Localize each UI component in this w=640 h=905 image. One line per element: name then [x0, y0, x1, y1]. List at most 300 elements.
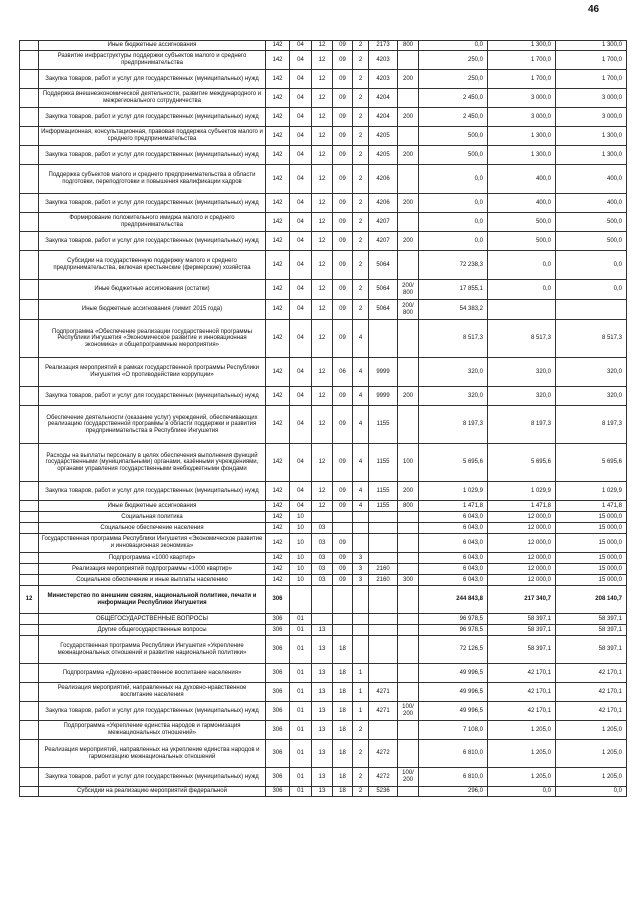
subsection-code-cell: 12 [312, 41, 333, 51]
table-row [20, 512, 627, 523]
section-code-cell: 01 [290, 683, 312, 702]
amount-year-1-cell: 72 126,5 [419, 636, 488, 664]
table-row [20, 280, 627, 300]
department-code-cell: 142 [266, 358, 290, 387]
expense-type-cell [398, 614, 419, 625]
amount-year-1-cell: 500,0 [419, 146, 488, 165]
subprogram-code-cell: 2 [353, 127, 369, 146]
section-code-cell: 01 [290, 721, 312, 740]
item-name-cell: Подпрограмма «1000 квартир» [39, 553, 266, 564]
expense-type-cell [398, 625, 419, 636]
table-row [20, 194, 627, 213]
row-number-cell [20, 51, 39, 70]
subsection-code-cell: 12 [312, 127, 333, 146]
row-number-cell [20, 482, 39, 501]
subprogram-code-cell: 2 [353, 70, 369, 89]
amount-year-2-cell: 58 397,1 [488, 636, 556, 664]
table-row [20, 553, 627, 564]
item-name-cell: Подпрограмма «Укрепление единства народов и гармонизация межнациональных отношений» [39, 721, 266, 740]
activity-code-cell: 2173 [369, 41, 398, 51]
amount-year-2-cell: 320,0 [488, 358, 556, 387]
table-row [20, 232, 627, 251]
amount-year-2-cell: 1 029,9 [488, 482, 556, 501]
amount-year-3-cell: 1 471,8 [556, 501, 627, 512]
item-name-cell: Закупка товаров, работ и услуг для государственных (муниципальных) нужд [39, 232, 266, 251]
department-code-cell: 142 [266, 406, 290, 444]
row-number-cell [20, 534, 39, 553]
department-code-cell: 142 [266, 444, 290, 482]
amount-year-1-cell: 1 471,8 [419, 501, 488, 512]
row-number-cell [20, 280, 39, 300]
item-name-cell: Расходы на выплаты персоналу в целях обеспечения выполнения функций государственными (муниципальными) органами, казёнными учреждениями, органами управления государственными внебюджетными фондами [39, 444, 266, 482]
amount-year-3-cell: 1 205,0 [556, 740, 627, 768]
activity-code-cell: 5064 [369, 280, 398, 300]
amount-year-2-cell: 12 000,0 [488, 512, 556, 523]
program-code-cell: 09 [333, 146, 353, 165]
item-name-cell: Информационная, консультационная, правовая поддержка субъектов малого и среднего предпринимательства [39, 127, 266, 146]
program-code-cell: 18 [333, 683, 353, 702]
activity-code-cell [369, 320, 398, 358]
department-code-cell: 306 [266, 683, 290, 702]
amount-year-2-cell: 8 517,3 [488, 320, 556, 358]
row-number-cell [20, 406, 39, 444]
amount-year-2-cell: 5 695,6 [488, 444, 556, 482]
subprogram-code-cell [353, 512, 369, 523]
amount-year-2-cell: 217 340,7 [488, 586, 556, 614]
table-row [20, 320, 627, 358]
row-number-cell [20, 721, 39, 740]
amount-year-1-cell: 320,0 [419, 387, 488, 406]
amount-year-2-cell: 58 397,1 [488, 625, 556, 636]
department-code-cell: 142 [266, 70, 290, 89]
subsection-code-cell: 13 [312, 683, 333, 702]
subsection-code-cell [312, 614, 333, 625]
program-code-cell [333, 523, 353, 534]
item-name-cell: Субсидии на реализацию мероприятий федеральной [39, 787, 266, 797]
section-code-cell: 04 [290, 280, 312, 300]
program-code-cell: 18 [333, 702, 353, 721]
item-name-cell: Подпрограмма «Духовно-нравственное воспитание населения» [39, 664, 266, 683]
amount-year-1-cell: 2 450,0 [419, 89, 488, 108]
section-code-cell: 10 [290, 575, 312, 586]
expense-type-cell: 200 [398, 70, 419, 89]
amount-year-2-cell: 1 205,0 [488, 740, 556, 768]
subsection-code-cell: 12 [312, 387, 333, 406]
amount-year-2-cell: 1 205,0 [488, 768, 556, 787]
row-number-cell [20, 358, 39, 387]
amount-year-1-cell: 6 043,0 [419, 512, 488, 523]
subsection-code-cell: 12 [312, 213, 333, 232]
activity-code-cell: 4272 [369, 768, 398, 787]
amount-year-2-cell: 1 300,0 [488, 146, 556, 165]
amount-year-2-cell: 0,0 [488, 251, 556, 280]
row-number-cell [20, 636, 39, 664]
amount-year-2-cell: 1 205,0 [488, 721, 556, 740]
amount-year-2-cell: 500,0 [488, 232, 556, 251]
activity-code-cell: 4207 [369, 232, 398, 251]
subsection-code-cell: 12 [312, 406, 333, 444]
table-row [20, 127, 627, 146]
program-code-cell: 09 [333, 232, 353, 251]
subsection-code-cell: 03 [312, 523, 333, 534]
department-code-cell: 142 [266, 146, 290, 165]
expense-type-cell [398, 127, 419, 146]
subprogram-code-cell: 2 [353, 740, 369, 768]
amount-year-2-cell: 8 197,3 [488, 406, 556, 444]
table-row [20, 564, 627, 575]
expense-type-cell [398, 512, 419, 523]
section-code-cell: 04 [290, 127, 312, 146]
table-row [20, 768, 627, 787]
activity-code-cell: 9999 [369, 387, 398, 406]
subsection-code-cell: 13 [312, 721, 333, 740]
item-name-cell: Реализация мероприятий, направленных на духовно-нравственное воспитание населения [39, 683, 266, 702]
amount-year-3-cell: 8 517,3 [556, 320, 627, 358]
item-name-cell: Закупка товаров, работ и услуг для государственных (муниципальных) нужд [39, 482, 266, 501]
activity-code-cell: 1155 [369, 501, 398, 512]
subsection-code-cell: 12 [312, 444, 333, 482]
row-number-cell [20, 512, 39, 523]
expense-type-cell: 200 [398, 387, 419, 406]
program-code-cell: 09 [333, 534, 353, 553]
department-code-cell: 142 [266, 512, 290, 523]
department-code-cell: 306 [266, 636, 290, 664]
section-code-cell: 04 [290, 70, 312, 89]
expense-type-cell [398, 89, 419, 108]
department-code-cell: 142 [266, 232, 290, 251]
row-number-cell [20, 768, 39, 787]
activity-code-cell: 4204 [369, 108, 398, 127]
amount-year-3-cell: 3 000,0 [556, 108, 627, 127]
subsection-code-cell: 13 [312, 664, 333, 683]
activity-code-cell: 4206 [369, 194, 398, 213]
activity-code-cell: 4271 [369, 683, 398, 702]
amount-year-1-cell: 96 978,5 [419, 625, 488, 636]
amount-year-3-cell: 8 197,3 [556, 406, 627, 444]
expense-type-cell: 200 [398, 482, 419, 501]
amount-year-2-cell: 320,0 [488, 387, 556, 406]
expense-type-cell [398, 165, 419, 194]
department-code-cell: 142 [266, 523, 290, 534]
table-row [20, 482, 627, 501]
row-number-cell [20, 575, 39, 586]
subprogram-code-cell [353, 534, 369, 553]
activity-code-cell [369, 625, 398, 636]
amount-year-3-cell: 1 700,0 [556, 51, 627, 70]
amount-year-2-cell: 500,0 [488, 213, 556, 232]
activity-code-cell: 9999 [369, 358, 398, 387]
subsection-code-cell: 12 [312, 146, 333, 165]
department-code-cell: 306 [266, 586, 290, 614]
expense-type-cell [398, 664, 419, 683]
item-name-cell: Иные бюджетные ассигнования [39, 41, 266, 51]
expense-type-cell [398, 564, 419, 575]
activity-code-cell: 1155 [369, 444, 398, 482]
amount-year-1-cell: 6 043,0 [419, 523, 488, 534]
section-code-cell: 04 [290, 41, 312, 51]
section-code-cell: 04 [290, 444, 312, 482]
amount-year-1-cell: 0,0 [419, 232, 488, 251]
expense-type-cell: 100/ 200 [398, 768, 419, 787]
subprogram-code-cell: 2 [353, 51, 369, 70]
item-name-cell: Закупка товаров, работ и услуг для государственных (муниципальных) нужд [39, 387, 266, 406]
section-code-cell: 01 [290, 625, 312, 636]
subprogram-code-cell: 1 [353, 702, 369, 721]
row-number-cell [20, 444, 39, 482]
amount-year-1-cell: 320,0 [419, 358, 488, 387]
activity-code-cell: 4271 [369, 702, 398, 721]
table-row [20, 614, 627, 625]
program-code-cell: 09 [333, 406, 353, 444]
department-code-cell: 306 [266, 721, 290, 740]
program-code-cell: 09 [333, 553, 353, 564]
subsection-code-cell: 12 [312, 320, 333, 358]
amount-year-3-cell: 0,0 [556, 251, 627, 280]
department-code-cell: 142 [266, 213, 290, 232]
item-name-cell: Другие общегосударственные вопросы [39, 625, 266, 636]
amount-year-3-cell: 58 397,1 [556, 636, 627, 664]
program-code-cell: 09 [333, 108, 353, 127]
table-row [20, 444, 627, 482]
expense-type-cell: 200/ 800 [398, 280, 419, 300]
amount-year-2-cell: 1 700,0 [488, 70, 556, 89]
amount-year-1-cell: 8 197,3 [419, 406, 488, 444]
subsection-code-cell: 03 [312, 534, 333, 553]
subsection-code-cell [312, 586, 333, 614]
amount-year-1-cell: 49 996,5 [419, 664, 488, 683]
row-number-cell [20, 523, 39, 534]
amount-year-1-cell: 296,0 [419, 787, 488, 797]
subsection-code-cell: 13 [312, 787, 333, 797]
amount-year-2-cell: 42 170,1 [488, 702, 556, 721]
section-code-cell: 04 [290, 51, 312, 70]
table-row [20, 165, 627, 194]
section-code-cell: 04 [290, 165, 312, 194]
activity-code-cell: 4272 [369, 740, 398, 768]
amount-year-2-cell: 1 300,0 [488, 41, 556, 51]
subsection-code-cell: 12 [312, 108, 333, 127]
item-name-cell: Закупка товаров, работ и услуг для государственных (муниципальных) нужд [39, 702, 266, 721]
section-code-cell: 10 [290, 523, 312, 534]
department-code-cell: 142 [266, 553, 290, 564]
department-code-cell: 306 [266, 664, 290, 683]
subprogram-code-cell: 2 [353, 300, 369, 320]
expense-type-cell: 200/ 800 [398, 300, 419, 320]
amount-year-1-cell: 0,0 [419, 41, 488, 51]
amount-year-3-cell: 1 300,0 [556, 146, 627, 165]
item-name-cell: Иные бюджетные ассигнования (остатки) [39, 280, 266, 300]
amount-year-1-cell: 6 043,0 [419, 564, 488, 575]
expense-type-cell [398, 683, 419, 702]
subprogram-code-cell: 3 [353, 575, 369, 586]
subprogram-code-cell [353, 586, 369, 614]
program-code-cell: 09 [333, 194, 353, 213]
amount-year-1-cell: 72 238,3 [419, 251, 488, 280]
table-row [20, 406, 627, 444]
activity-code-cell: 4206 [369, 165, 398, 194]
item-name-cell: Развитие инфраструктуры поддержки субъектов малого и среднего предпринимательства [39, 51, 266, 70]
program-code-cell: 18 [333, 721, 353, 740]
expense-type-cell [398, 213, 419, 232]
department-code-cell: 142 [266, 501, 290, 512]
expense-type-cell [398, 534, 419, 553]
subsection-code-cell: 13 [312, 625, 333, 636]
item-name-cell: Государственная программа Республики Ингушетия «Укрепление межнациональных отношений и развитие национальной политики» [39, 636, 266, 664]
department-code-cell: 142 [266, 280, 290, 300]
row-number-cell [20, 213, 39, 232]
table-row [20, 702, 627, 721]
department-code-cell: 306 [266, 702, 290, 721]
item-name-cell: Формирование положительного имиджа малого и среднего предпринимательства [39, 213, 266, 232]
subprogram-code-cell: 3 [353, 564, 369, 575]
activity-code-cell: 4204 [369, 89, 398, 108]
amount-year-2-cell: 3 000,0 [488, 89, 556, 108]
amount-year-3-cell: 400,0 [556, 194, 627, 213]
expense-type-cell [398, 320, 419, 358]
section-code-cell [290, 586, 312, 614]
row-number-cell [20, 683, 39, 702]
subprogram-code-cell: 2 [353, 89, 369, 108]
amount-year-1-cell: 2 450,0 [419, 108, 488, 127]
subsection-code-cell: 12 [312, 482, 333, 501]
expense-type-cell: 100/ 200 [398, 702, 419, 721]
row-number-cell [20, 614, 39, 625]
section-code-cell: 10 [290, 564, 312, 575]
expense-type-cell: 300 [398, 575, 419, 586]
program-code-cell: 18 [333, 740, 353, 768]
amount-year-1-cell: 0,0 [419, 194, 488, 213]
item-name-cell: Закупка товаров, работ и услуг для государственных (муниципальных) нужд [39, 108, 266, 127]
item-name-cell: Подпрограмма «Обеспечение реализации государственной программы Республики Ингушетия «Экономическое развитие и инновационная экономика» и общепрограммные мероприятия» [39, 320, 266, 358]
subprogram-code-cell: 4 [353, 320, 369, 358]
subsection-code-cell: 13 [312, 702, 333, 721]
section-code-cell: 04 [290, 300, 312, 320]
activity-code-cell [369, 664, 398, 683]
table-row [20, 523, 627, 534]
section-code-cell: 04 [290, 146, 312, 165]
item-name-cell: Закупка товаров, работ и услуг для государственных (муниципальных) нужд [39, 768, 266, 787]
table-row [20, 501, 627, 512]
department-code-cell: 306 [266, 787, 290, 797]
table-row [20, 534, 627, 553]
row-number-cell [20, 165, 39, 194]
activity-code-cell: 5064 [369, 300, 398, 320]
amount-year-2-cell: 12 000,0 [488, 523, 556, 534]
table-row [20, 387, 627, 406]
subsection-code-cell: 12 [312, 280, 333, 300]
amount-year-2-cell: 42 170,1 [488, 664, 556, 683]
row-number-cell [20, 740, 39, 768]
row-number-cell [20, 251, 39, 280]
section-code-cell: 04 [290, 358, 312, 387]
table-row [20, 586, 627, 614]
amount-year-3-cell: 1 205,0 [556, 721, 627, 740]
activity-code-cell: 2160 [369, 564, 398, 575]
table-row [20, 41, 627, 51]
subprogram-code-cell: 2 [353, 787, 369, 797]
expense-type-cell [398, 787, 419, 797]
amount-year-2-cell: 1 700,0 [488, 51, 556, 70]
amount-year-3-cell: 1 700,0 [556, 70, 627, 89]
amount-year-2-cell: 0,0 [488, 280, 556, 300]
item-name-cell: Иные бюджетные ассигнования [39, 501, 266, 512]
row-number-cell [20, 387, 39, 406]
department-code-cell: 142 [266, 108, 290, 127]
subprogram-code-cell: 4 [353, 358, 369, 387]
table-row [20, 787, 627, 797]
item-name-cell: Реализация мероприятий подпрограммы «1000 квартир» [39, 564, 266, 575]
subprogram-code-cell: 2 [353, 165, 369, 194]
amount-year-3-cell: 15 000,0 [556, 564, 627, 575]
item-name-cell: Государственная программа Республики Ингушетия «Экономическое развитие и инновационная экономика» [39, 534, 266, 553]
table-row [20, 664, 627, 683]
amount-year-1-cell: 17 855,1 [419, 280, 488, 300]
department-code-cell: 142 [266, 300, 290, 320]
expense-type-cell [398, 51, 419, 70]
row-number-cell [20, 70, 39, 89]
row-number-cell [20, 146, 39, 165]
row-number-cell [20, 664, 39, 683]
section-code-cell: 04 [290, 320, 312, 358]
subprogram-code-cell: 2 [353, 108, 369, 127]
item-name-cell: Министерство по внешним связям, национальной политике, печати и информации Республики Ингушетия [39, 586, 266, 614]
program-code-cell [333, 586, 353, 614]
amount-year-3-cell: 5 695,6 [556, 444, 627, 482]
subprogram-code-cell: 2 [353, 251, 369, 280]
amount-year-2-cell: 400,0 [488, 165, 556, 194]
item-name-cell: ОБЩЕГОСУДАРСТВЕННЫЕ ВОПРОСЫ [39, 614, 266, 625]
expense-type-cell: 200 [398, 232, 419, 251]
subsection-code-cell: 12 [312, 232, 333, 251]
section-code-cell: 01 [290, 702, 312, 721]
department-code-cell: 142 [266, 251, 290, 280]
program-code-cell: 09 [333, 575, 353, 586]
program-code-cell: 09 [333, 320, 353, 358]
activity-code-cell: 2160 [369, 575, 398, 586]
amount-year-1-cell: 500,0 [419, 127, 488, 146]
amount-year-2-cell: 58 397,1 [488, 614, 556, 625]
amount-year-1-cell: 250,0 [419, 70, 488, 89]
subprogram-code-cell: 2 [353, 146, 369, 165]
row-number-cell [20, 232, 39, 251]
amount-year-2-cell: 1 300,0 [488, 127, 556, 146]
item-name-cell: Субсидии на государственную поддержку малого и среднего предпринимательства, включая крестьянские (фермерские) хозяйства [39, 251, 266, 280]
subprogram-code-cell: 4 [353, 387, 369, 406]
expense-type-cell [398, 586, 419, 614]
row-number-cell [20, 501, 39, 512]
expense-type-cell [398, 636, 419, 664]
amount-year-3-cell: 1 205,0 [556, 768, 627, 787]
program-code-cell: 18 [333, 787, 353, 797]
subprogram-code-cell [353, 614, 369, 625]
department-code-cell: 142 [266, 534, 290, 553]
row-number-cell [20, 702, 39, 721]
subsection-code-cell: 12 [312, 70, 333, 89]
section-code-cell: 01 [290, 614, 312, 625]
section-code-cell: 01 [290, 636, 312, 664]
program-code-cell: 09 [333, 251, 353, 280]
department-code-cell: 306 [266, 768, 290, 787]
activity-code-cell: 4207 [369, 213, 398, 232]
expense-type-cell [398, 251, 419, 280]
program-code-cell [333, 625, 353, 636]
section-code-cell: 04 [290, 251, 312, 280]
department-code-cell: 142 [266, 320, 290, 358]
table-row [20, 251, 627, 280]
activity-code-cell [369, 586, 398, 614]
amount-year-2-cell: 0,0 [488, 787, 556, 797]
item-name-cell: Закупка товаров, работ и услуг для государственных (муниципальных) нужд [39, 146, 266, 165]
